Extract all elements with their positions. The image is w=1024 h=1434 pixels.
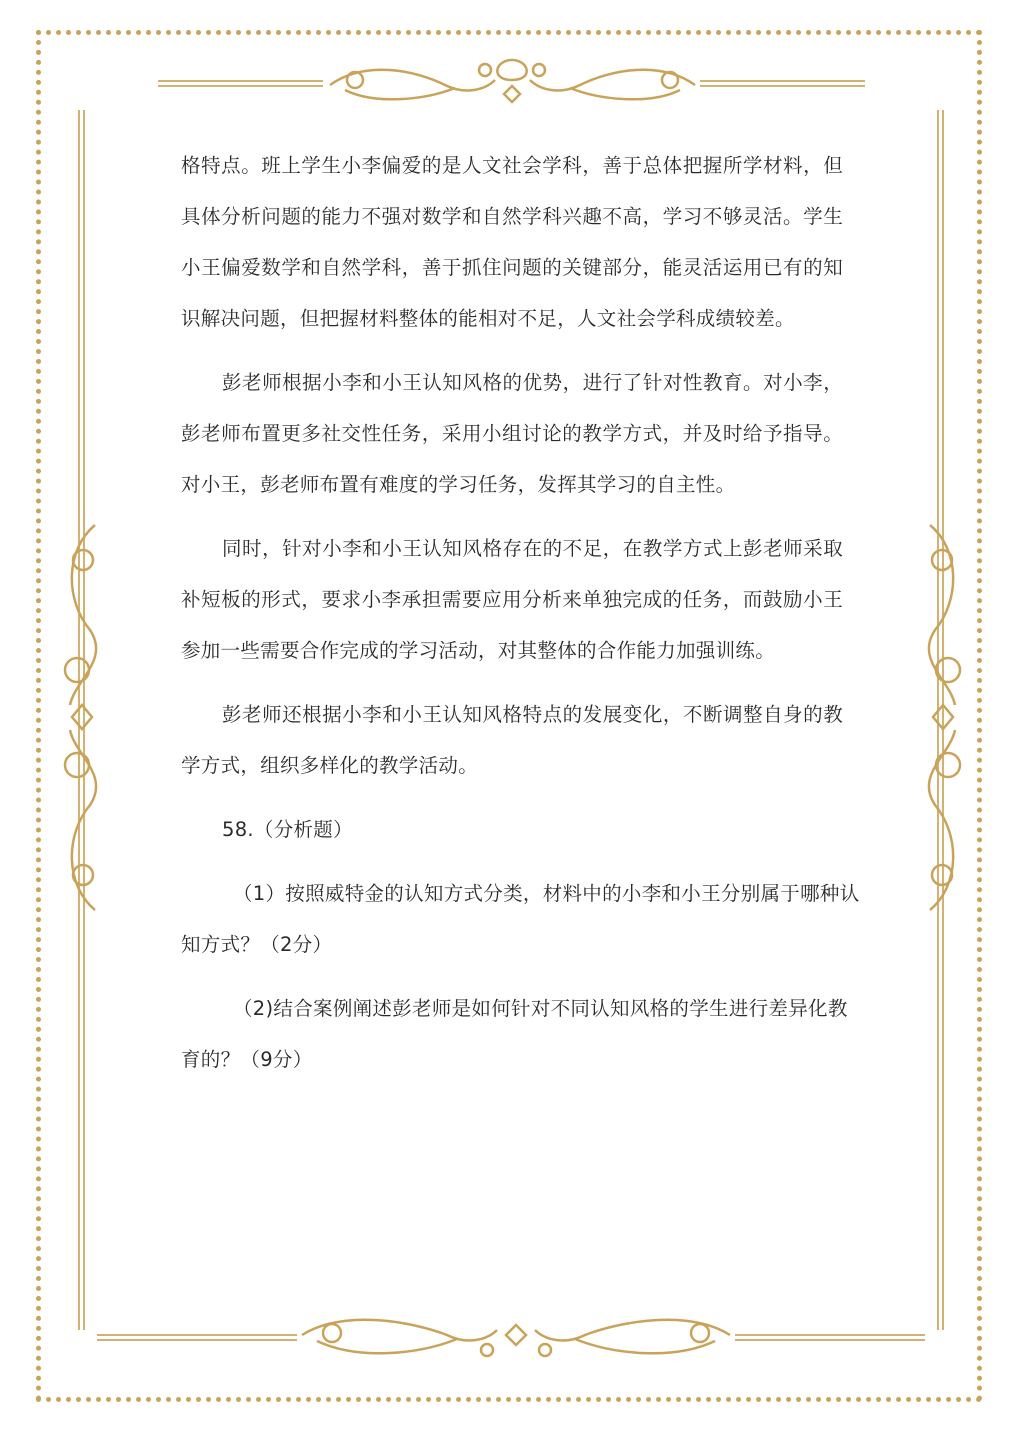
text-line: 同时，针对小李和小王认知风格存在的不足，在教学方式上彭老师采取	[222, 537, 843, 560]
question-number	[181, 804, 843, 855]
bottom-line-right	[735, 1334, 925, 1341]
text-line: 格特点。班上学生小李偏爱的是人文社会学科，善于总体把握所学材料，但	[181, 154, 843, 177]
text-line: 育的？（9分）	[181, 1048, 313, 1071]
text-line: （2)结合案例阐述彭老师是如何针对不同认知风格的学生进行差异化教	[233, 997, 848, 1020]
text-line: 参加一些需要合作完成的学习活动，对其整体的合作能力加强训练。	[181, 639, 776, 662]
text-line: 小王偏爱数学和自然学科，善于抓住问题的关键部分，能灵活运用已有的知	[181, 256, 843, 279]
text-line: 对小王，彭老师布置有难度的学习任务，发挥其学习的自主性。	[181, 473, 736, 496]
paragraph-student-profiles	[181, 140, 843, 344]
paragraph-remediation	[181, 523, 843, 676]
text-line: 具体分析问题的能力不强对数学和自然学科兴趣不高，学习不够灵活。学生	[181, 205, 843, 228]
question-heading: 58.（分析题）	[222, 818, 353, 841]
text-line: 学方式，组织多样化的教学活动。	[181, 754, 479, 777]
text-line: （1）按照威特金的认知方式分类，材料中的小李和小王分别属于哪种认	[233, 882, 860, 905]
text-line: 彭老师还根据小李和小王认知风格特点的发展变化，不断调整自身的教	[222, 703, 843, 726]
left-scroll-ornament	[55, 520, 110, 915]
paragraph-targeted-teaching	[181, 357, 843, 510]
text-line: 彭老师根据小李和小王认知风格的优势，进行了针对性教育。对小李，	[222, 371, 843, 394]
question-item-2	[181, 983, 848, 1085]
bottom-flourish-ornament	[297, 1305, 735, 1365]
question-item-1	[181, 868, 860, 970]
text-line: 彭老师布置更多社交性任务，采用小组讨论的教学方式，并及时给予指导。	[181, 422, 843, 445]
document-body	[181, 140, 860, 1098]
right-scroll-ornament	[915, 520, 970, 915]
text-line: 补短板的形式，要求小李承担需要应用分析来单独完成的任务，而鼓励小王	[181, 588, 843, 611]
text-line: 识解决问题，但把握材料整体的能相对不足，人文社会学科成绩较差。	[181, 307, 795, 330]
text-line: 知方式？（2分）	[181, 933, 333, 956]
top-flourish-ornament	[325, 50, 700, 110]
top-line-right	[700, 80, 865, 87]
bottom-line-left	[97, 1334, 297, 1341]
paragraph-adjustment	[181, 689, 843, 791]
top-line-left	[158, 80, 323, 87]
